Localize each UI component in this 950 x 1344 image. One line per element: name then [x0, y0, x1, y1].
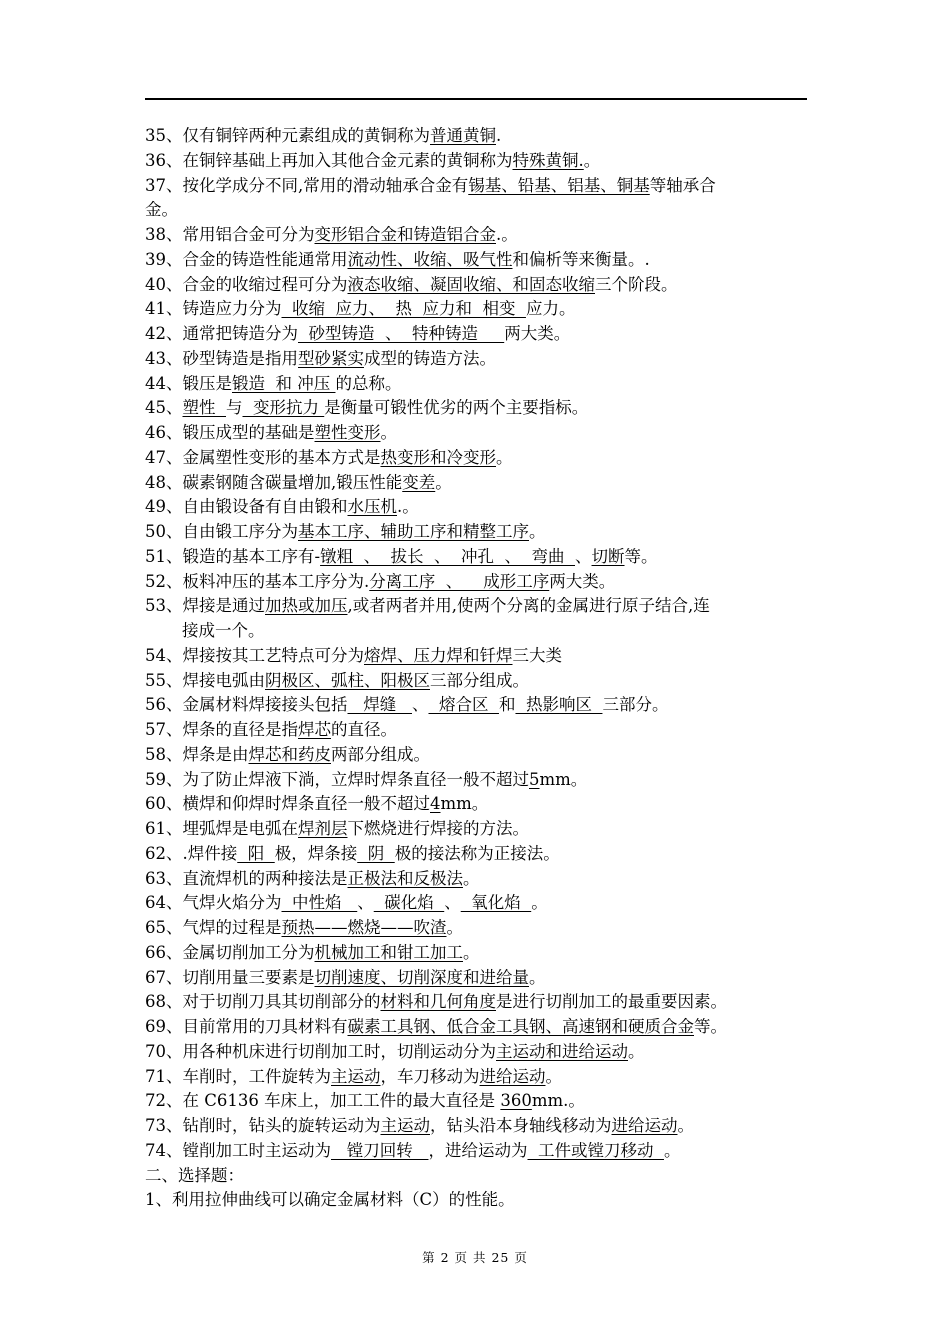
question-text: 、: [357, 893, 374, 913]
question-text: 50、自由锻工序分为: [145, 522, 298, 541]
question-text: 和: [498, 695, 516, 715]
question-text: 63、直流焊机的两种接法是: [145, 868, 348, 888]
text-line: [145, 495, 810, 520]
question-text: 68、对于切削刀具其切削部分的: [145, 992, 381, 1012]
question-text: 45、: [145, 398, 183, 418]
text-line: [145, 273, 810, 298]
question-text: 是进行切削加工的最重要因素。: [496, 992, 727, 1012]
question-text: 66、金属切削加工分为: [145, 942, 315, 962]
text-line: [145, 867, 810, 892]
text-line: [145, 1164, 810, 1189]
question-text: 、: [575, 546, 592, 566]
question-text: 60、横焊和仰焊时焊条直径一般不超过: [145, 794, 430, 814]
answer-text: 焊芯: [298, 720, 331, 739]
text-line: [145, 619, 810, 644]
question-text: 70、用各种机床进行切削加工时，切削运动分为: [145, 1041, 496, 1061]
answer-text: 氧化焰: [460, 893, 532, 913]
question-text: 和偏析等来衡量。.: [512, 249, 650, 269]
text-line: [145, 792, 810, 817]
answer-text: 镦粗 、 拔长 、 冲孔 、 弯曲: [320, 546, 576, 566]
question-text: 。: [677, 1116, 694, 1135]
answer-text: 流动性、收缩、吸气性: [347, 249, 513, 269]
question-text: 43、砂型铸造是指用: [145, 348, 298, 368]
question-text: 55、焊接电弧由: [145, 670, 265, 690]
answer-text: 4: [430, 794, 441, 814]
answer-text: 焊剂层: [298, 819, 348, 838]
question-text: 69、目前常用的刀具材料有: [145, 1017, 348, 1036]
answer-text: 中性焰: [281, 893, 358, 913]
question-text: 三部分。: [602, 695, 669, 715]
question-text: ，车刀移动为: [380, 1066, 480, 1086]
question-text: 67、切削用量三要素是: [145, 967, 315, 987]
answer-text: 进给运动: [479, 1066, 546, 1086]
answer-text: 阴: [357, 843, 395, 863]
text-line: [145, 347, 810, 372]
text-line: [145, 124, 810, 149]
text-line: [145, 1065, 810, 1090]
question-text: 。: [628, 1041, 645, 1061]
answer-text: 进给运动: [611, 1116, 678, 1135]
question-text: 与: [226, 398, 243, 418]
answer-text: 变差: [402, 472, 436, 492]
question-text: 35、仅有铜锌两种元素组成的黄铜称为: [145, 126, 430, 145]
text-line: [145, 1114, 810, 1139]
answer-text: 锡基、铅基、铝基、铜基: [468, 175, 650, 195]
answer-text: 热影响区: [515, 695, 603, 715]
question-text: 是衡量可锻性优劣的两个主要指标。: [324, 398, 589, 418]
question-text: 的直径。: [331, 720, 397, 739]
question-text: mm。: [539, 769, 588, 789]
question-text: 。: [663, 1140, 681, 1160]
question-text: .。: [496, 225, 518, 244]
question-text: 、: [444, 893, 461, 913]
text-line: [145, 520, 810, 545]
answer-text: 变形铝合金和铸造铝合金: [314, 225, 496, 244]
text-line: [145, 248, 810, 273]
question-text: 54、焊接按其工艺特点可分为: [145, 645, 364, 665]
text-line: [145, 817, 810, 842]
text-line: [145, 1139, 810, 1164]
question-text: 应力。: [525, 299, 576, 319]
question-text: 61、埋弧焊是电弧在: [145, 819, 298, 838]
question-text: 、: [411, 695, 429, 715]
answer-text: 主运动和进给运动: [496, 1041, 628, 1061]
question-text: 48、碳素钢随含碳量增加,锻压性能: [145, 472, 403, 492]
question-text: 57、焊条的直径是指: [145, 720, 298, 739]
answer-text: 预热——燃烧——吹渣: [281, 918, 447, 937]
answer-text: 正极法和反极法: [347, 868, 463, 888]
question-text: 64、气焊火焰分为: [145, 893, 282, 913]
text-line: [145, 446, 810, 471]
answer-text: 碳化焰: [373, 893, 445, 913]
question-text: ,或者两者并用,使两个分离的金属进行原子结合,连: [347, 596, 710, 616]
text-line: [145, 594, 810, 619]
question-text: 二、选择题：: [145, 1165, 244, 1185]
text-line: [145, 570, 810, 595]
question-text: mm。: [440, 794, 489, 814]
text-line: [145, 743, 810, 768]
text-line: [145, 990, 810, 1015]
question-text: 等轴承合: [649, 175, 716, 195]
text-line: [145, 372, 810, 397]
text-line: [145, 916, 810, 941]
text-line: [145, 545, 810, 570]
answer-text: 熔合区: [428, 695, 499, 715]
answer-text: 切断: [591, 546, 625, 566]
answer-text: 360: [500, 1091, 532, 1111]
text-line: [145, 941, 810, 966]
text-line: [145, 174, 810, 199]
answer-text: 阳: [237, 843, 275, 863]
answer-text: 材料和几何角度: [380, 992, 496, 1012]
question-text: 两大类。: [504, 324, 571, 343]
question-text: 成型的铸造方法。: [364, 348, 496, 368]
question-text: 。: [529, 522, 546, 541]
question-text: 的总称。: [335, 373, 402, 393]
header-rule: [145, 98, 807, 100]
question-text: 三大类: [512, 645, 562, 665]
answer-text: 焊芯和药皮: [248, 744, 331, 764]
question-text: 。: [446, 918, 463, 937]
text-line: [145, 421, 810, 446]
question-text: 65、气焊的过程是: [145, 918, 282, 937]
question-text: 。: [463, 942, 480, 962]
answer-text: 塑性: [182, 398, 226, 418]
question-text: 46、锻压成型的基础是: [145, 423, 315, 442]
answer-text: 水压机: [347, 497, 397, 517]
question-text: ，钻头沿本身轴线移动为: [430, 1116, 612, 1135]
answer-text: 变形抗力: [242, 398, 325, 418]
answer-text: 主运动: [380, 1116, 430, 1135]
answer-text: 收缩 应力、 热 应力和 相变: [281, 299, 526, 319]
question-text: 52、板料冲压的基本工序分为.: [145, 571, 370, 591]
question-text: 三个阶段。: [595, 274, 678, 294]
question-text: 。: [463, 868, 480, 888]
text-line: [145, 396, 810, 421]
question-text: 73、钻削时，钻头的旋转运动为: [145, 1116, 381, 1135]
question-text: 1、利用拉伸曲线可以确定金属材料（C）的性能。: [145, 1190, 515, 1210]
answer-text: 5: [529, 769, 540, 789]
question-text: 两大类。: [549, 571, 616, 591]
question-text: 72、在 C6136 车床上，加工工件的最大直径是: [145, 1091, 501, 1111]
question-text: 。: [435, 472, 452, 492]
answer-text: 砂型铸造 、 特种铸造: [298, 324, 505, 343]
text-line: [145, 223, 810, 248]
question-text: 下燃烧进行焊接的方法。: [347, 819, 529, 838]
text-line: [145, 966, 810, 991]
question-text: 三部分组成。: [430, 670, 529, 690]
question-text: 71、车削时，工件旋转为: [145, 1066, 331, 1086]
text-line: [145, 891, 810, 916]
answer-text: 基本工序、辅助工序和精整工序: [298, 522, 529, 541]
text-line: [145, 1089, 810, 1114]
text-line: [145, 198, 810, 223]
answer-text: 切削速度、切削深度和进给量: [314, 967, 529, 987]
question-text: 49、自由锻设备有自由锻和: [145, 497, 348, 517]
question-text: 两部分组成。: [331, 744, 430, 764]
question-text: 金。: [145, 200, 178, 220]
document-body: [145, 124, 810, 1213]
question-text: 极，焊条接: [274, 843, 358, 863]
question-text: .: [496, 126, 502, 145]
question-text: 37、按化学成分不同,常用的滑动轴承合金有: [145, 175, 469, 195]
answer-text: 碳素工具钢、低合金工具钢、高速钢和硬质合金: [347, 1017, 694, 1036]
answer-text: 液态收缩、凝固收缩、和固态收缩: [347, 274, 595, 294]
answer-text: 型砂紧实: [298, 348, 364, 368]
text-line: [145, 669, 810, 694]
question-text: 53、焊接是通过: [145, 596, 265, 616]
text-line: [145, 693, 810, 718]
question-text: 36、在铜锌基础上再加入其他合金元素的黄铜称为: [145, 150, 513, 170]
text-line: [145, 768, 810, 793]
question-text: 62、.焊件接: [145, 843, 238, 863]
text-line: [145, 842, 810, 867]
question-text: 59、为了防止焊液下淌，立焊时焊条直径一般不超过: [145, 769, 529, 789]
question-text: 极的接法称为正接法。: [394, 843, 560, 863]
answer-text: 热变形和冷变形: [380, 447, 496, 467]
text-line: [145, 149, 810, 174]
answer-text: 主运动: [331, 1066, 381, 1086]
question-text: 56、金属材料焊接接头包括: [145, 695, 348, 715]
question-text: 44、锻压是: [145, 373, 232, 393]
question-text: 。: [380, 423, 397, 442]
answer-text: 焊缝: [347, 695, 412, 715]
question-text: 42、通常把铸造分为: [145, 324, 298, 343]
answer-text: 阴极区、弧柱、阳极区: [265, 670, 430, 690]
text-line: [145, 1188, 810, 1213]
question-text: 40、合金的收缩过程可分为: [145, 274, 348, 294]
question-text: 。: [496, 447, 513, 467]
question-text: 41、铸造应力分为: [145, 299, 282, 319]
question-text: ，进给运动为: [428, 1140, 528, 1160]
question-text: 51、锻造的基本工序有-: [145, 546, 321, 566]
question-text: 。: [529, 967, 546, 987]
answer-text: 镗刀回转: [331, 1140, 429, 1160]
answer-text: 熔焊、压力焊和钎焊: [364, 645, 513, 665]
question-text: 47、金属塑性变形的基本方式是: [145, 447, 381, 467]
answer-text: 塑性变形: [314, 423, 381, 442]
question-text: mm.。: [531, 1091, 585, 1111]
answer-text: 工件或镗刀移动: [527, 1140, 664, 1160]
question-text: 。: [531, 893, 548, 913]
answer-text: 特殊黄铜.: [512, 150, 584, 170]
question-text: 74、镗削加工时主运动为: [145, 1140, 331, 1160]
text-line: [145, 471, 810, 496]
question-text: 58、焊条是由: [145, 744, 249, 764]
text-line: [145, 718, 810, 743]
question-text: .。: [397, 497, 419, 517]
text-line: [145, 644, 810, 669]
text-line: [145, 297, 810, 322]
question-text: 。: [583, 150, 601, 170]
answer-text: 机械加工和钳工加工: [314, 942, 463, 962]
question-text: 。: [545, 1066, 562, 1086]
question-text: 38、常用铝合金可分为: [145, 225, 315, 244]
answer-text: 分离工序 、 成形工序: [369, 571, 550, 591]
text-line: [145, 1040, 810, 1065]
answer-text: 加热或加压: [265, 596, 348, 616]
text-line: [145, 1015, 810, 1040]
question-text: 接成一个。: [182, 621, 265, 640]
question-text: 等。: [694, 1017, 727, 1036]
page-footer: 第 2 页 共 25 页: [422, 1250, 528, 1265]
text-line: [145, 322, 810, 347]
answer-text: 普通黄铜: [430, 126, 496, 145]
question-text: 等。: [624, 546, 658, 566]
answer-text: 锻造 和 冲压: [232, 373, 336, 393]
question-text: 39、合金的铸造性能通常用: [145, 249, 348, 269]
